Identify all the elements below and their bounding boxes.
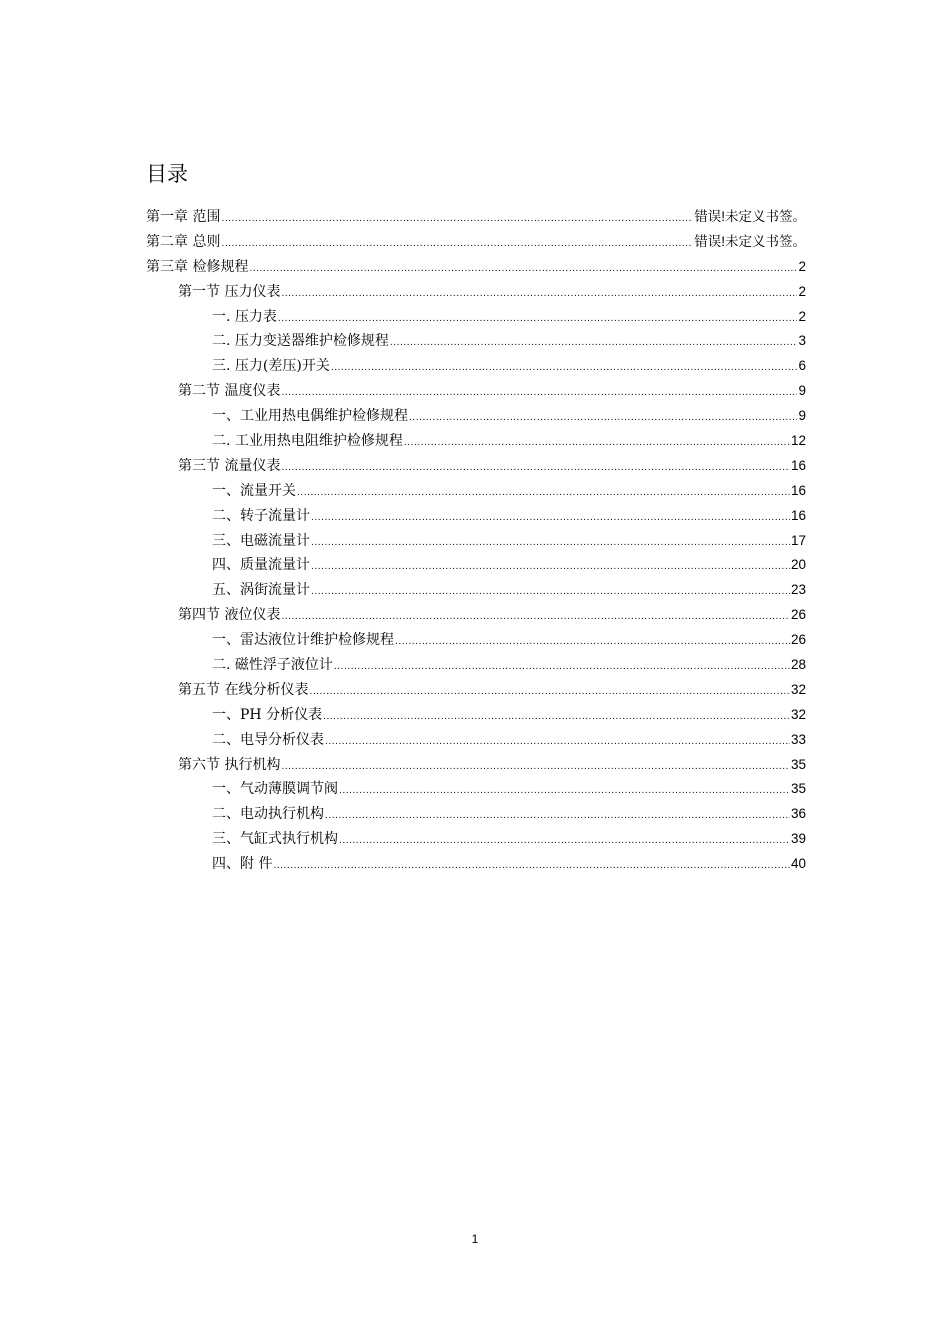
toc-entry-text: 第五节 在线分析仪表 [178, 681, 309, 698]
toc-entry-text: 二、电导分析仪表 [212, 731, 324, 748]
toc-entry-text: 一、流量开关 [212, 482, 296, 499]
toc-entry-text: 第四节 液位仪表 [178, 607, 281, 624]
toc-entry-subsection[interactable] [146, 404, 806, 429]
toc-entry-subsection[interactable] [146, 553, 806, 578]
toc-dot-leader [339, 829, 790, 854]
toc-page-number: 16 [790, 457, 806, 473]
toc-page-number: 26 [790, 632, 806, 648]
toc-page-number: 9 [798, 408, 806, 424]
toc-dot-leader [281, 456, 790, 481]
toc-entry-subsection[interactable] [146, 827, 806, 852]
toc-dot-leader [221, 207, 693, 232]
toc-entry-subsection[interactable] [146, 479, 806, 504]
toc-entry-subsection[interactable] [146, 852, 806, 877]
toc-entry-subsection[interactable] [146, 653, 806, 678]
toc-entry-subsection[interactable] [146, 628, 806, 653]
toc-entry-text: 一. 压力表 [212, 308, 277, 325]
toc-page-number: 2 [798, 258, 806, 274]
toc-dot-leader [323, 705, 790, 730]
toc-title: 目录 [146, 162, 188, 186]
toc-page-number: 12 [790, 433, 806, 449]
toc-entry-text: 第三节 流量仪表 [178, 457, 281, 474]
toc-entry-text: 四、质量流量计 [212, 557, 310, 574]
toc-page-number: 33 [790, 731, 806, 747]
toc-entry-text: 三、气缸式执行机构 [212, 831, 338, 848]
toc-page-number: 2 [798, 308, 806, 324]
toc-page-number: 40 [790, 856, 806, 872]
toc-entry-text: 二. 工业用热电阻维护检修规程 [212, 433, 403, 450]
toc-dot-leader [339, 779, 790, 804]
toc-dot-leader [311, 506, 790, 531]
toc-dot-leader [325, 804, 790, 829]
toc-list [146, 205, 806, 877]
toc-dot-leader [311, 580, 790, 605]
toc-dot-leader [281, 381, 797, 406]
toc-entry-section-1[interactable] [146, 280, 806, 305]
toc-entry-text: 第一节 压力仪表 [178, 283, 281, 300]
toc-dot-leader [395, 630, 790, 655]
toc-entry-text: 三、电磁流量计 [212, 532, 310, 549]
toc-page-number: 20 [790, 557, 806, 573]
toc-dot-leader [404, 431, 790, 456]
toc-dot-leader [311, 555, 790, 580]
toc-entry-chapter-2[interactable] [146, 230, 806, 255]
toc-dot-leader [331, 356, 798, 381]
toc-entry-subsection[interactable] [146, 777, 806, 802]
toc-dot-leader [325, 730, 790, 755]
toc-entry-text: 四、附 件 [212, 856, 273, 873]
toc-entry-text: 第二章 总则 [146, 233, 221, 250]
toc-dot-leader [281, 755, 790, 780]
toc-entry-chapter-1[interactable] [146, 205, 806, 230]
toc-page-number: 23 [790, 582, 806, 598]
toc-dot-leader [221, 232, 693, 257]
toc-page-number: 26 [790, 607, 806, 623]
toc-dot-leader [273, 854, 790, 879]
toc-entry-section-4[interactable] [146, 603, 806, 628]
toc-entry-text: 二、转子流量计 [212, 507, 310, 524]
toc-entry-text: 第一章 范围 [146, 209, 221, 225]
toc-entry-subsection[interactable] [146, 504, 806, 529]
toc-entry-section-3[interactable] [146, 454, 806, 479]
toc-page-number: 错误!未定义书签。 [694, 209, 806, 224]
toc-entry-text: 一、工业用热电偶维护检修规程 [212, 408, 408, 425]
toc-entry-subsection[interactable] [146, 578, 806, 603]
toc-page-number: 35 [790, 756, 806, 772]
toc-entry-subsection[interactable] [146, 703, 806, 728]
toc-entry-subsection[interactable] [146, 728, 806, 753]
toc-page-number: 32 [790, 681, 806, 697]
toc-page-number: 3 [798, 333, 806, 349]
toc-page-number: 35 [790, 781, 806, 797]
toc-dot-leader [297, 481, 790, 506]
toc-entry-chapter-3[interactable] [146, 255, 806, 280]
toc-dot-leader [311, 531, 790, 556]
toc-entry-text: 二、电动执行机构 [212, 806, 324, 823]
toc-entry-text: 三. 压力(差压)开关 [212, 358, 330, 375]
toc-entry-text: 五、涡街流量计 [212, 582, 310, 599]
toc-entry-text: 二. 压力变送器维护检修规程 [212, 333, 389, 350]
toc-entry-subsection[interactable] [146, 329, 806, 354]
toc-page-number: 32 [790, 706, 806, 722]
toc-entry-text: 二. 磁性浮子液位计 [212, 657, 333, 674]
toc-entry-subsection[interactable] [146, 802, 806, 827]
toc-entry-text: 第二节 温度仪表 [178, 383, 281, 400]
toc-page-number: 39 [790, 831, 806, 847]
toc-entry-text: 第三章 检修规程 [146, 258, 249, 275]
toc-page-number: 16 [790, 507, 806, 523]
toc-page-number: 9 [798, 383, 806, 399]
toc-entry-subsection[interactable] [146, 305, 806, 330]
toc-entry-section-5[interactable] [146, 678, 806, 703]
toc-dot-leader [390, 331, 798, 356]
toc-entry-subsection[interactable] [146, 429, 806, 454]
toc-dot-leader [281, 282, 797, 307]
toc-page-number: 2 [798, 283, 806, 299]
toc-dot-leader [334, 655, 790, 680]
toc-entry-subsection[interactable] [146, 529, 806, 554]
toc-entry-text: 第六节 执行机构 [178, 756, 281, 773]
toc-page-number: 17 [790, 532, 806, 548]
toc-dot-leader [281, 605, 790, 630]
toc-dot-leader [309, 680, 790, 705]
toc-entry-subsection[interactable] [146, 354, 806, 379]
toc-entry-text: 一、PH 分析仪表 [212, 706, 323, 723]
toc-page-number: 16 [790, 482, 806, 498]
toc-entry-section-2[interactable] [146, 379, 806, 404]
toc-dot-leader [409, 406, 797, 431]
toc-page-number: 6 [798, 358, 806, 374]
toc-dot-leader [278, 307, 798, 332]
page-number: 1 [471, 1232, 479, 1246]
toc-entry-section-6[interactable] [146, 753, 806, 778]
toc-entry-text: 一、雷达液位计维护检修规程 [212, 632, 394, 649]
toc-page-number: 36 [790, 806, 806, 822]
toc-page-number: 错误!未定义书签。 [694, 233, 806, 249]
toc-entry-text: 一、气动薄膜调节阀 [212, 781, 338, 798]
toc-page-number: 28 [790, 657, 806, 673]
toc-dot-leader [249, 257, 797, 282]
